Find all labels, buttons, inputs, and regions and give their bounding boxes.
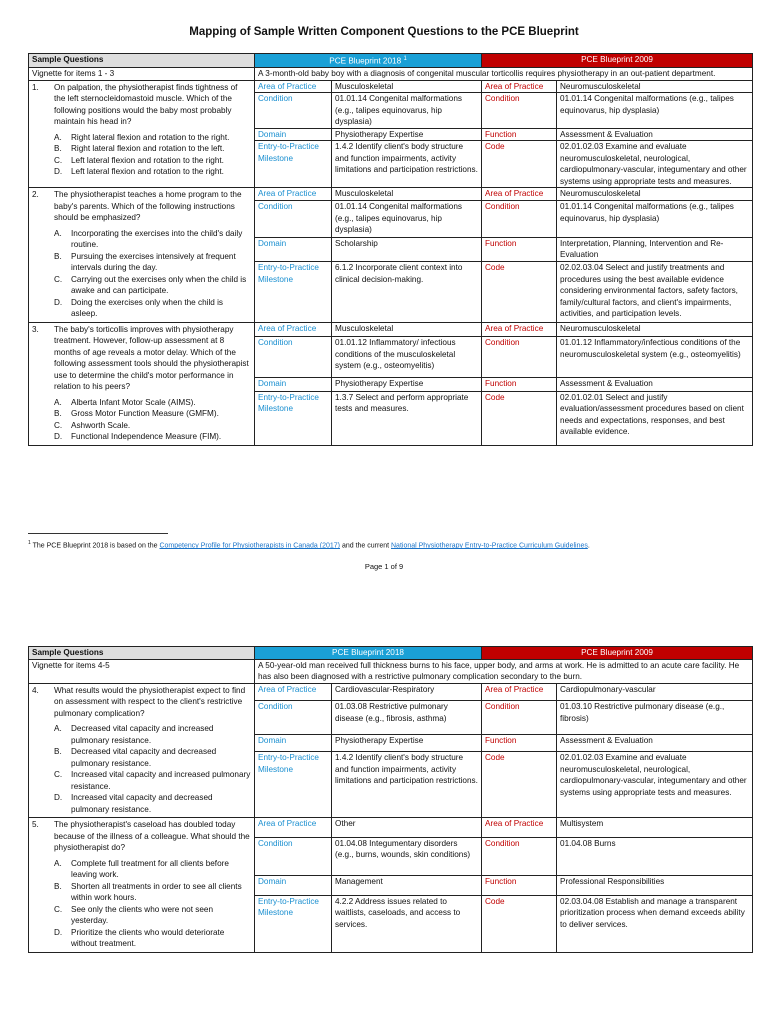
- vignette-label: Vignette for items 1 - 3: [29, 68, 255, 81]
- header-sample-questions: Sample Questions: [29, 54, 255, 68]
- label-function-2009: Function: [482, 237, 557, 262]
- label-function-2009: Function: [482, 377, 557, 391]
- question-5: 5. The physiotherapist's caseload has doubled today because of the illness of a colleague. What should the physiotherapist do? A. Complete full treatment for all clients before leaving work. B. Shorten all treatments in order to see all clients within work hours. C. See only the clients who were not seen yesterday. D. Prioritize the clients who would deteriorate without treatment.: [29, 818, 255, 953]
- label-code-2009: Code: [482, 262, 557, 322]
- milestone-2018: 6.1.2 Incorporate client context into clinical decision-making.: [332, 262, 482, 322]
- label-code-2009: Code: [482, 895, 557, 952]
- code-2009: 02.01.02.03 Examine and evaluate neuromusculoskeletal, neurological, cardiopulmonary-vascular, integumentary and other systems using appropriate tests and measures.: [557, 752, 753, 818]
- header-pce-2009: PCE Blueprint 2009: [482, 647, 753, 660]
- area-2009: Multisystem: [557, 818, 753, 838]
- function-2009: Assessment & Evaluation: [557, 734, 753, 752]
- competency-profile-link[interactable]: Competency Profile for Physiotherapists in Canada (2017): [159, 542, 341, 550]
- condition-2018: 01.01.12 Inflammatory/ infectious conditions of the musculoskeletal system (e.g., osteomyelitis): [332, 337, 482, 378]
- vignette-text: A 50-year-old man received full thickness burns to his face, upper body, and arms at work. He is admitted to an acute care facility. He has also been diagnosed with a restrictive pulmonary complication secondary to the burn.: [255, 659, 753, 683]
- label-area-2009: Area of Practice: [482, 322, 557, 336]
- milestone-2018: 4.2.2 Address issues related to waitlists, caseloads, and access to services.: [332, 895, 482, 952]
- label-milestone-2018: Entry-to-Practice Milestone: [255, 391, 332, 445]
- condition-2009: 01.04.08 Burns: [557, 837, 753, 875]
- label-condition-2018: Condition: [255, 701, 332, 735]
- page-number: Page 1 of 9: [364, 562, 404, 571]
- condition-2018: 01.01.14 Congenital malformations (e.g., talipes equinovarus, hip dysplasia): [332, 201, 482, 238]
- mapping-table-page-2: [28, 646, 753, 953]
- area-2018: Musculoskeletal: [332, 188, 482, 201]
- label-area-2009: Area of Practice: [482, 683, 557, 701]
- label-condition-2018: Condition: [255, 93, 332, 129]
- code-2009: 02.01.02.01 Select and justify evaluation/assessment procedures based on client needs and expectations, responses, and best available evidence.: [557, 391, 753, 445]
- area-2009: Neuromusculoskeletal: [557, 80, 753, 93]
- header-pce-2018: PCE Blueprint 2018: [255, 647, 482, 660]
- question-2: 2. The physiotherapist teaches a home program to the baby's parents. Which of the following instructions should be emphasized? A. Incorporating the exercises into the child's daily routine. B. Pursuing the exercises intensively at frequent intervals during the day. C. Carrying out the exercises only when the child is awake and can participate. D. Doing the exercises only when the child is asleep.: [29, 188, 255, 323]
- label-milestone-2018: Entry-to-Practice Milestone: [255, 141, 332, 188]
- milestone-2018: 1.3.7 Select and perform appropriate tests and measures.: [332, 391, 482, 445]
- question-1: 1. On palpation, the physiotherapist finds tightness of the left sternocleidomastoid muscle. Which of the following positions would the baby most probably maintain his head in? A. Right lateral flexion and rotation to the right. B. Right lateral flexion and rotation to the left. C. Left lateral flexion and rotation to the right. D. Left lateral flexion and rotation to the right.: [29, 80, 255, 188]
- area-2009: Cardiopulmonary-vascular: [557, 683, 753, 701]
- label-area-2009: Area of Practice: [482, 188, 557, 201]
- label-domain-2018: Domain: [255, 128, 332, 141]
- function-2009: Professional Responsibilities: [557, 876, 753, 896]
- label-code-2009: Code: [482, 752, 557, 818]
- label-condition-2009: Condition: [482, 201, 557, 238]
- domain-2018: Physiotherapy Expertise: [332, 734, 482, 752]
- label-milestone-2018: Entry-to-Practice Milestone: [255, 752, 332, 818]
- milestone-2018: 1.4.2 Identify client's body structure and function impairments, activity limitations and participation restrictions.: [332, 141, 482, 188]
- condition-2018: 01.03.08 Restrictive pulmonary disease (e.g., fibrosis, asthma): [332, 701, 482, 735]
- label-condition-2018: Condition: [255, 201, 332, 238]
- label-area-2018: Area of Practice: [255, 818, 332, 838]
- code-2009: 02.02.03.04 Select and justify treatments and procedures using the best available evidence considering environmental factors, safety factors, family/cultural factors, and client's impairments, activities, and participation levels.: [557, 262, 753, 322]
- vignette-label: Vignette for items 4-5: [29, 659, 255, 683]
- code-2009: 02.01.02.03 Examine and evaluate neuromusculoskeletal, neurological, cardiopulmonary-vascular, integumentary and other systems using appropriate tests and measures.: [557, 141, 753, 188]
- label-function-2009: Function: [482, 876, 557, 896]
- header-pce-2009: PCE Blueprint 2009: [482, 54, 753, 68]
- curriculum-guidelines-link[interactable]: National Physiotherapy Entry-to-Practice Curriculum Guidelines: [391, 542, 588, 550]
- label-function-2009: Function: [482, 734, 557, 752]
- area-2009: Neuromusculoskeletal: [557, 188, 753, 201]
- area-2018: Musculoskeletal: [332, 322, 482, 336]
- function-2009: Interpretation, Planning, Intervention and Re-Evaluation: [557, 237, 753, 262]
- area-2009: Neuromusculoskeletal: [557, 322, 753, 336]
- domain-2018: Physiotherapy Expertise: [332, 377, 482, 391]
- domain-2018: Physiotherapy Expertise: [332, 128, 482, 141]
- condition-2018: 01.04.08 Integumentary disorders (e.g., burns, wounds, skin conditions): [332, 837, 482, 875]
- label-area-2009: Area of Practice: [482, 80, 557, 93]
- label-condition-2009: Condition: [482, 93, 557, 129]
- footnote-divider: [28, 533, 168, 534]
- label-area-2018: Area of Practice: [255, 188, 332, 201]
- label-code-2009: Code: [482, 391, 557, 445]
- condition-2009: 01.01.12 Inflammatory/infectious conditions of the neuromusculoskeletal system (e.g., osteomyelitis): [557, 337, 753, 378]
- domain-2018: Scholarship: [332, 237, 482, 262]
- label-condition-2018: Condition: [255, 337, 332, 378]
- label-domain-2018: Domain: [255, 237, 332, 262]
- page-title: Mapping of Sample Written Component Questions to the PCE Blueprint: [189, 26, 579, 38]
- label-function-2009: Function: [482, 128, 557, 141]
- label-condition-2009: Condition: [482, 701, 557, 735]
- domain-2018: Management: [332, 876, 482, 896]
- function-2009: Assessment & Evaluation: [557, 128, 753, 141]
- condition-2009: 01.01.14 Congenital malformations (e.g., talipes equinovarus, hip dysplasia): [557, 93, 753, 129]
- label-condition-2018: Condition: [255, 837, 332, 875]
- area-2018: Musculoskeletal: [332, 80, 482, 93]
- function-2009: Assessment & Evaluation: [557, 377, 753, 391]
- vignette-text: A 3-month-old baby boy with a diagnosis of congenital muscular torticollis requires physiotherapy in an out-patient department.: [255, 68, 753, 81]
- label-milestone-2018: Entry-to-Practice Milestone: [255, 895, 332, 952]
- label-domain-2018: Domain: [255, 377, 332, 391]
- question-4: 4. What results would the physiotherapist expect to find on assessment with respect to the client's restrictive pulmonary complication? A. Decreased vital capacity and increased pulmonary resistance. B. Decreased vital capacity and decreased pulmonary resistance. C. Increased vital capacity and increased pulmonary resistance. D. Increased vital capacity and decreased pulmonary resistance.: [29, 683, 255, 818]
- label-domain-2018: Domain: [255, 876, 332, 896]
- label-domain-2018: Domain: [255, 734, 332, 752]
- label-condition-2009: Condition: [482, 337, 557, 378]
- footnote: $^1$ The PCE Blueprint 2018 is based on the Competency Profile for Physiotherapists in Canada (2017) and the current National Physiotherapy Entry-to-Practice Curriculum Guidelines.: [28, 540, 590, 550]
- label-area-2018: Area of Practice: [255, 683, 332, 701]
- header-pce-2018: PCE Blueprint 2018 $^1$: [255, 54, 482, 68]
- area-2018: Other: [332, 818, 482, 838]
- condition-2009: 01.03.10 Restrictive pulmonary disease (e.g., fibrosis): [557, 701, 753, 735]
- label-area-2009: Area of Practice: [482, 818, 557, 838]
- label-milestone-2018: Entry-to-Practice Milestone: [255, 262, 332, 322]
- condition-2018: 01.01.14 Congenital malformations (e.g., talipes equinovarus, hip dysplasia): [332, 93, 482, 129]
- area-2018: Cardiovascular-Respiratory: [332, 683, 482, 701]
- label-condition-2009: Condition: [482, 837, 557, 875]
- label-area-2018: Area of Practice: [255, 322, 332, 336]
- milestone-2018: 1.4.2 Identify client's body structure and function impairments, activity limitations and participation restrictions.: [332, 752, 482, 818]
- code-2009: 02.03.04.08 Establish and manage a transparent prioritization process when demand exceeds ability to deliver services.: [557, 895, 753, 952]
- condition-2009: 01.01.14 Congenital malformations (e.g., talipes equinovarus, hip dysplasia): [557, 201, 753, 238]
- label-code-2009: Code: [482, 141, 557, 188]
- question-3: 3. The baby's torticollis improves with physiotherapy treatment. However, follow-up assessment at 8 months of age reveals a motor delay. Which of the following assessment tools should the physiotherapist use to determine the child's motor performance in relation to his peers? A. Alberta Infant Motor Scale (AIMS). B. Gross Motor Function Measure (GMFM). C. Ashworth Scale. D. Functional Independence Measure (FIM).: [29, 322, 255, 445]
- label-area-2018: Area of Practice: [255, 80, 332, 93]
- header-sample-questions: Sample Questions: [29, 647, 255, 660]
- mapping-table-page-1: [28, 53, 753, 446]
